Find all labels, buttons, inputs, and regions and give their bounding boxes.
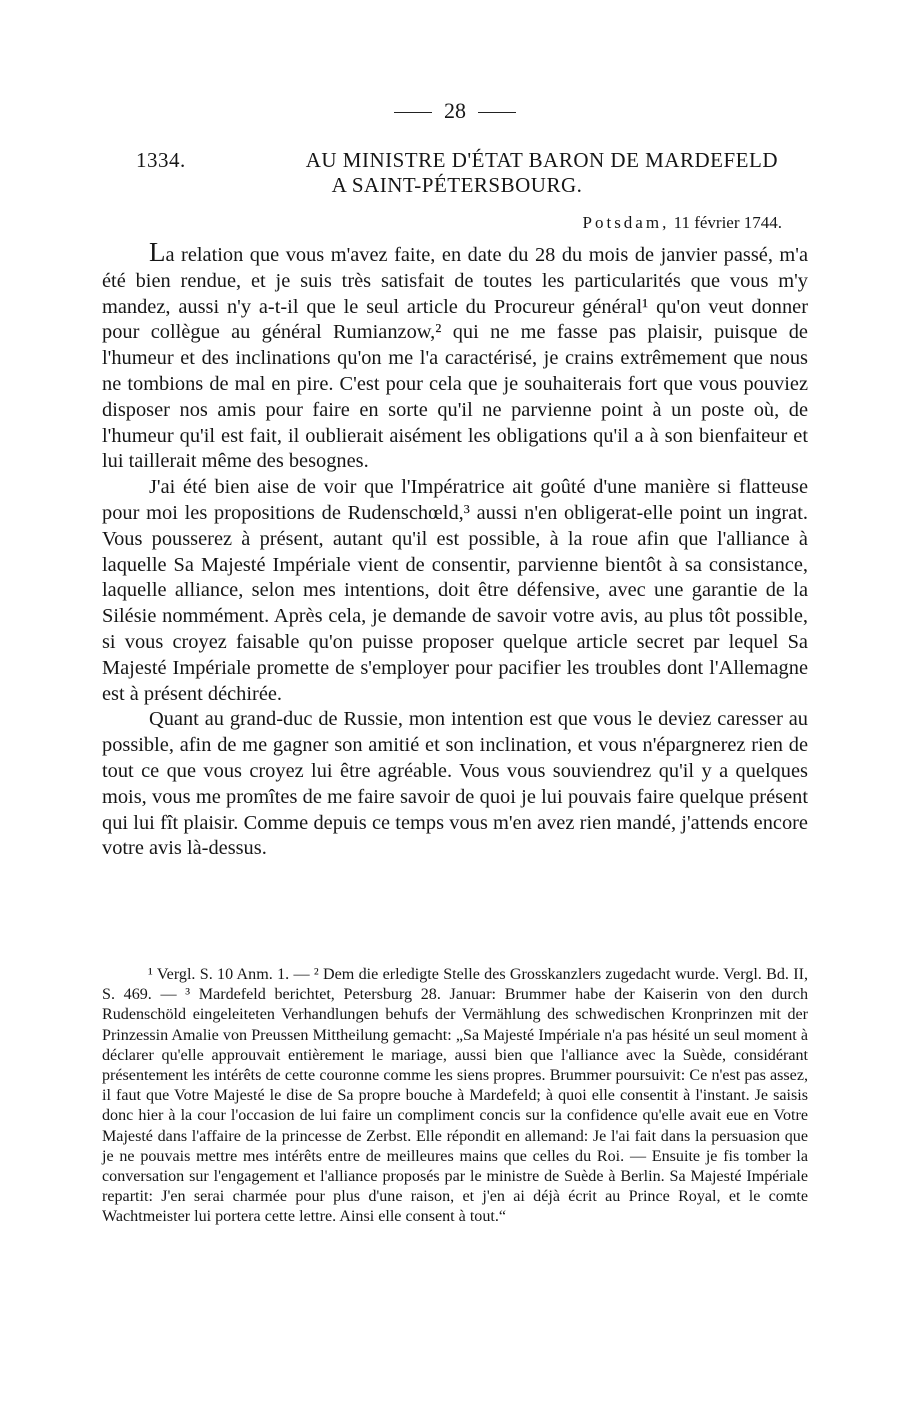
body-paragraph-1 xyxy=(102,237,808,475)
dateline-place: Potsdam, xyxy=(582,213,670,232)
body-paragraph-3: Quant au grand-duc de Russie, mon intention est que vous le deviez caresser au possible, afin de me gagner son amitié et son inclination, et vous n'épargnerez rien de tout ce que vous croyez lui être agréable. Vous vous souviendrez qu'il y a quelques mois, vous me promîtes de me faire savoir de quoi je lui pouvais faire quelque présent qui lui fît plaisir. Comme depuis ce temps vous m'en avez rien mandé, j'attends encore votre avis là-dessus. xyxy=(102,708,808,860)
body-paragraph-2: J'ai été bien aise de voir que l'Impératrice ait goûté d'une manière si flatteuse pour moi les propositions de Rudenschœld,³ aussi n'en obligerat-elle point un ingrat. Vous pousserez à présent, autant qu'il est possible, à la roue afin que l'alliance à laquelle Sa Majesté Impériale vient de consentir, parvienne bientôt à sa consistance, laquelle alliance, selon mes intentions, doit être défensive, avec une garantie de la Silésie nommément. Après cela, je demande de savoir votre avis, au plus tôt possible, si vous croyez faisable qu'on puisse proposer quelque article secret par lequel Sa Majesté Impériale promette de s'employer pour pacifier les troubles dont l'Allemagne est à présent déchirée. xyxy=(102,476,808,705)
dateline-date: 11 février 1744. xyxy=(673,213,782,232)
drop-capital: L xyxy=(149,237,166,267)
paragraph-1-text: a relation que vous m'avez faite, en date du 28 du mois de janvier passé, m'a été bien rendue, et je suis très satisfait de toutes les particularités que vous m'y mandez, aussi n'y a-t-il que le seul article du Procureur général¹ qu'on veut donner pour collègue au général Rumianzow,² qui ne me fasse pas plaisir, puisque de l'humeur et des inclinations qu'on me l'a caractérisé, je crains extrêmement que nous ne tombions de mal en pire. C'est pour cela que je souhaiterais fort que vous pouviez disposer nos amis pour faire en sorte qu'il ne parvienne point à un poste où, de l'humeur qu'il est fait, il oublierait aisément les obligations qu'il a à son bienfaiteur et lui taillerait même des besognes. xyxy=(102,244,808,473)
letter-heading xyxy=(102,148,808,198)
page-number: 28 xyxy=(444,98,466,123)
footnote-text: ¹ Vergl. S. 10 Anm. 1. — ² Dem die erledigte Stelle des Grosskanzlers zugedacht wurde. Vergl. Bd. II, S. 469. — ³ Mardefeld berichtet, Petersburg 28. Januar: Brummer habe der Kaiserin von den durch Rudenschöld eingeleiteten Verhandlungen behufs der Vermählung des schwedischen Kronprinzen mit der Prinzessin Amalie von Preussen Mittheilung gemacht: „Sa Majesté Impériale n'a pas hésité un seul moment à déclarer qu'elle approuvait entièrement le mariage, aussi bien que l'alliance avec la Suède, considérant présentement les intérêts de cette couronne comme les siens propres. Brummer poursuivit: Ce n'est pas assez, il faut que Votre Majesté le dise de Sa propre bouche à Mardefeld; à quoi elle consentit à l'instant. Je saisis donc hier à la cour l'occasion de lui faire un compliment concis sur la confidence qu'elle avait eue en Votre Majesté dans l'affaire de la princesse de Zerbst. Elle répondit en allemand: Je l'ai fait dans la persuasion que je ne pouvais mettre mes intérêts entre de meilleures mains que celles du Roi. — Ensuite je fis tomber la conversation sur l'engagement et l'alliance proposés par le ministre de Suède à Berlin. Sa Majesté Impériale repartit: J'en serai charmée pour plus d'une raison, et j'en ai déjà écrit au Prince Royal, et le comte Wachtmeister lui portera cette lettre. Ainsi elle consent à tout.“ xyxy=(102,966,808,1226)
left-rule xyxy=(394,112,432,113)
heading-line-1 xyxy=(102,148,808,173)
heading-line-2: A SAINT-PÉTERSBOURG. xyxy=(331,173,583,197)
right-rule xyxy=(478,112,516,113)
dateline xyxy=(583,212,782,234)
heading-recipient: AU MINISTRE D'ÉTAT BARON DE MARDEFELD xyxy=(305,148,778,172)
footnotes xyxy=(102,965,808,1228)
letter-number: 1334. xyxy=(136,148,186,172)
page-header xyxy=(102,98,808,124)
letter-body xyxy=(102,237,808,862)
